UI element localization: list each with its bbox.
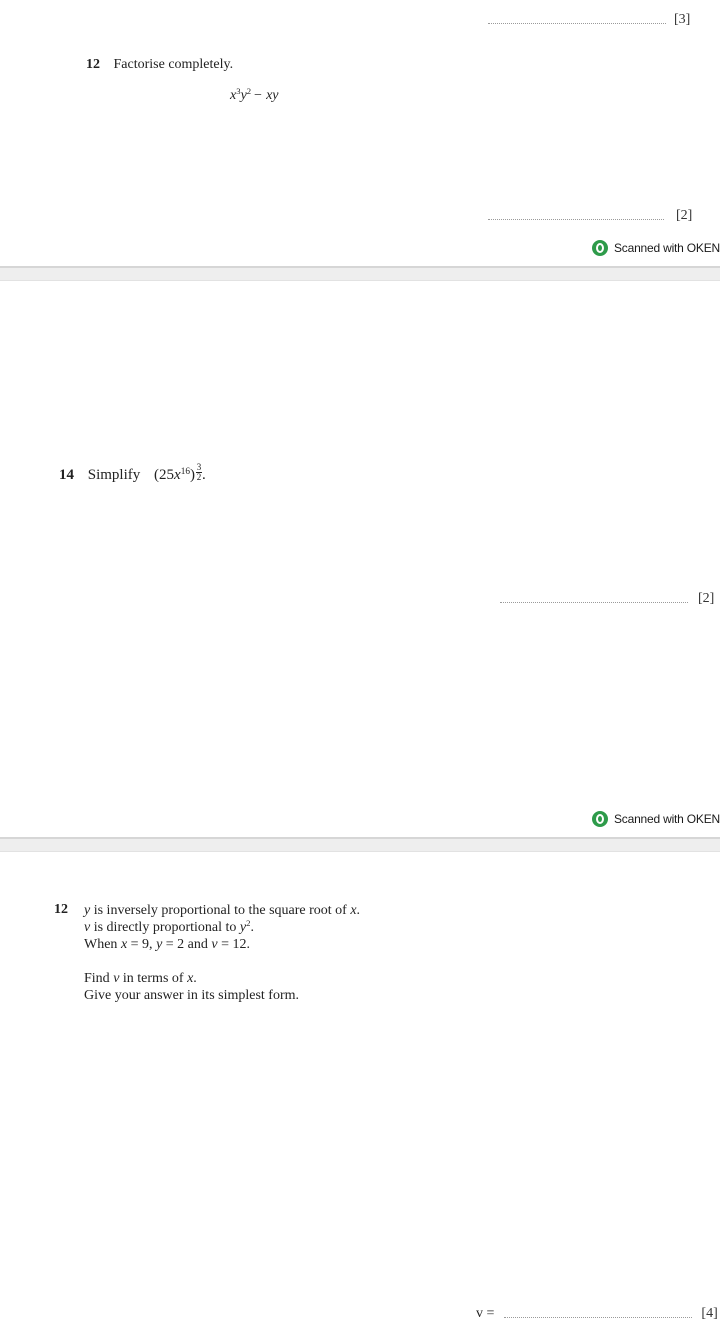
simplify-expression: $(25x^{16})$ $\frac{3}{2}$ . — [154, 462, 206, 483]
page-separator — [0, 837, 720, 852]
question-12 — [86, 57, 233, 73]
question-line-2: v is directly proportional to $y^2$. — [84, 918, 254, 935]
page-separator — [0, 266, 720, 281]
dotted-answer-line — [488, 211, 664, 220]
question-line-1: y is inversely proportional to the square root of x. — [84, 903, 361, 918]
question-line-4: Find v in terms of x. — [84, 971, 197, 986]
answer-line-q14 — [500, 589, 714, 607]
question-instruction: Simplify — [87, 467, 141, 483]
dotted-answer-line — [500, 594, 688, 603]
marks-label: [2] — [676, 208, 693, 223]
question-number: 12 — [54, 902, 68, 917]
answer-line-previous — [488, 10, 690, 28]
fraction-exponent: $\frac{3}{2}$ — [196, 462, 202, 482]
page-3 — [0, 852, 720, 1339]
page-1 — [0, 0, 720, 266]
answer-line-q12-proportion — [476, 1306, 718, 1322]
question-line-5: Give your answer in its simplest form. — [84, 988, 300, 1003]
answer-line-q12 — [488, 206, 692, 224]
scanner-watermark — [592, 811, 720, 827]
page-2 — [0, 281, 720, 837]
factorise-expression: $x^3y^2$ − xy — [230, 86, 279, 103]
question-text — [84, 902, 360, 1004]
marks-label: [4] — [701, 1306, 718, 1321]
question-line-3: When x = 9, y = 2 and v = 12. — [84, 937, 251, 952]
question-number: 14 — [59, 467, 74, 483]
dotted-answer-line — [504, 1309, 692, 1318]
question-12-proportion — [54, 902, 68, 918]
answer-label: v = — [476, 1306, 495, 1321]
okenscan-logo-icon — [592, 240, 608, 256]
scanner-label: Scanned with OKEN — [614, 812, 720, 826]
okenscan-logo-icon — [592, 811, 608, 827]
marks-label: [3] — [674, 12, 691, 27]
question-14 — [59, 463, 206, 484]
marks-label: [2] — [698, 591, 715, 606]
scanner-label: Scanned with OKEN — [614, 241, 720, 255]
question-instruction: Factorise completely. — [113, 57, 234, 72]
scanner-watermark — [592, 240, 720, 256]
dotted-answer-line — [488, 15, 666, 24]
question-number: 12 — [86, 57, 100, 72]
